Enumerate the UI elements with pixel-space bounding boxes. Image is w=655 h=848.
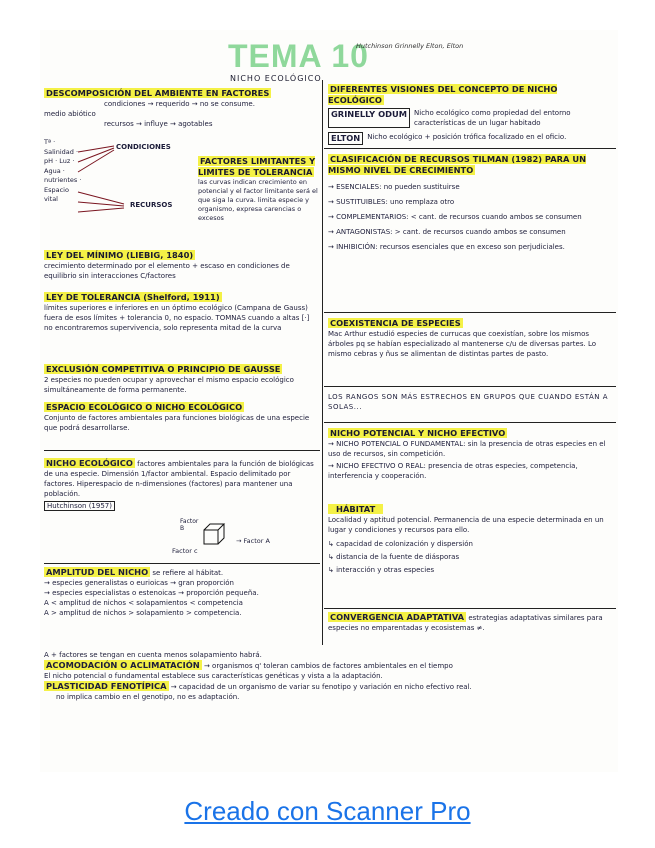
section-title: LEY DEL MÍNIMO (LIEBIG, 1840) — [46, 250, 194, 260]
section-text: Conjunto de factores ambientales para funciones biológicas de una especie que podrá desarrollarse. — [44, 414, 310, 432]
section-limiting-factors — [198, 156, 318, 223]
separator — [44, 563, 320, 564]
section-text: → capacidad de un organismo de variar su fenotipo y variación en nicho efectivo real. — [170, 683, 472, 691]
section-gause — [44, 364, 320, 395]
section-niche-amplitude — [44, 567, 320, 618]
section-decomposition — [44, 88, 320, 129]
section-text: Mac Arthur estudió especies de currucas que coexistían, sobre los mismos árboles pq se habían especializado al mantenerse c/u de diversas partes. Lo mismo cebras y ñus se alimentan de distintas partes de pasto. — [328, 330, 597, 358]
factor-diagram — [44, 138, 194, 209]
section-bottom — [44, 650, 604, 702]
section-tilman — [328, 154, 616, 252]
section-text: límites superiores e inferiores en un óptimo ecológico (Campana de Gauss) fuera de esos límites + tolerancia 0, no espacio. TOMNAS cuando a altas [·] no encontraremos supervivencia, solo representa mitad de la curva — [44, 304, 310, 332]
conditions-list: Tª · Salinidad · pH · Luz · Agua · nutrientes · Espacio vital — [44, 138, 82, 203]
separator — [324, 312, 616, 313]
section-subtitle: se refiere al hábitat. — [152, 569, 224, 577]
section-shelford — [44, 292, 320, 333]
separator — [324, 148, 616, 149]
authors-note: Hutchinson Grinnelly Elton, Elton — [356, 42, 464, 50]
conditions-label: CONDICIONES — [116, 143, 171, 151]
amplitude-line: A + factores se tengan en cuenta menos solapamiento habrá. — [44, 651, 262, 659]
section-text: El nicho potencial o fundamental establece sus características genéticas y vista a la adaptación. — [44, 672, 383, 680]
section-niche — [44, 458, 320, 511]
section-title: NICHO POTENCIAL Y NICHO EFECTIVO — [330, 428, 506, 438]
section-habitat — [328, 504, 616, 575]
habitat-factor: ↳ capacidad de colonización y dispersión — [328, 540, 473, 548]
section-title: COEXISTENCIA DE ESPECIES — [330, 318, 461, 328]
amplitude-line: A > amplitud de nichos > solapamiento > competencia. — [44, 609, 242, 617]
resource-type: → INHIBICIÓN: recursos esenciales que en exceso son perjudiciales. — [328, 243, 565, 251]
section-title: CONVERGENCIA ADAPTATIVA — [330, 612, 465, 622]
section-text: factores ambientales para la función de biológicas de una especie. Dimensión 1/factor ambiental. Espacio delimitado por factores. Hiperespacio de n-dimensiones (factores) para mantener una población. — [44, 460, 314, 498]
section-text: crecimiento determinado por el elemento + escaso en condiciones de equilibrio sin interacciones C/factores — [44, 262, 290, 280]
niche-type: → NICHO EFECTIVO O REAL: presencia de otras especies, competencia, interferencia y cooperación. — [328, 462, 578, 480]
amplitude-line: → especies especialistas o estenoicas → proporción pequeña. — [44, 589, 259, 597]
section-title: DIFERENTES VISIONES DEL CONCEPTO DE NICHO ECOLÓGICO — [328, 84, 558, 105]
abiotic-label: medio abiótico — [44, 110, 96, 118]
section-ecological-space — [44, 402, 320, 433]
section-visions — [328, 84, 616, 145]
section-title: FACTORES LIMITANTES Y LIMITES DE TOLERANCIA — [198, 156, 316, 177]
factor-a-label: → Factor A — [236, 537, 270, 545]
separator — [44, 450, 320, 451]
section-title: DESCOMPOSICIÓN DEL AMBIENTE EN FACTORES — [46, 88, 270, 98]
resources-line: recursos → influye → agotables — [104, 120, 213, 128]
section-text: estrategias adaptativas similares para especies no emparentadas y ecosistemas ≠. — [328, 614, 603, 632]
section-ranges — [328, 392, 616, 412]
section-title: ACOMODACIÓN O ACLIMATACIÓN — [46, 660, 200, 670]
section-title: CLASIFICACIÓN DE RECURSOS TILMAN (1982) PARA UN MISMO NIVEL DE CRECIMIENTO — [328, 154, 587, 175]
grinnell-label: GRINELLY ODUM — [328, 108, 410, 128]
section-convergence — [328, 612, 616, 633]
section-title: AMPLITUD DEL NICHO — [46, 567, 149, 577]
section-title: NICHO ECOLÓGICO — [46, 458, 133, 468]
resource-type: → ESENCIALES: no pueden sustituirse — [328, 183, 460, 191]
scanner-pro-link[interactable]: Creado con Scanner Pro — [184, 796, 471, 826]
resource-type: → ANTAGONISTAS: > cant. de recursos cuando ambos se consumen — [328, 228, 566, 236]
section-title: ESPACIO ECOLÓGICO O NICHO ECOLÓGICO — [46, 402, 243, 412]
amplitude-line: → especies generalistas o eurioicas → gran proporción — [44, 579, 234, 587]
scanned-page — [40, 30, 618, 772]
habitat-factor: ↳ interacción y otras especies — [328, 566, 435, 574]
factor-c-label: Factor c — [172, 547, 198, 555]
amplitude-line: A < amplitud de nichos < solapamientos < competencia — [44, 599, 243, 607]
habitat-factor: ↳ distancia de la fuente de diásporas — [328, 553, 460, 561]
hutchinson-label: Hutchinson (1957) — [44, 501, 115, 511]
column-divider — [322, 80, 323, 645]
elton-text: Nicho ecológico + posición trófica focalizado en el oficio. — [367, 133, 567, 141]
niche-cube-diagram — [150, 518, 310, 558]
conditions-line: condiciones → requerido → no se consume. — [104, 100, 255, 108]
section-potential-niche — [328, 428, 616, 481]
section-text: las curvas indican crecimiento en potencial y el factor limitante será el que siga la curva. limita especie y organismo, expresa carencias o excesos — [198, 178, 318, 222]
page-subtitle: NICHO ECOLÓGICO — [230, 74, 322, 83]
resources-label: RECURSOS — [130, 201, 173, 209]
elton-label: ELTON — [328, 132, 363, 145]
section-liebig — [44, 250, 320, 281]
niche-type: → NICHO POTENCIAL O FUNDAMENTAL: sin la presencia de otras especies en el uso de recursos, sin competición. — [328, 440, 606, 458]
separator — [324, 608, 616, 609]
section-title: EXCLUSIÓN COMPETITIVA O PRINCIPIO DE GAUSSE — [46, 364, 281, 374]
cube-icon — [200, 520, 230, 550]
separator — [324, 386, 616, 387]
section-title: LEY DE TOLERANCIA (Shelford, 1911) — [46, 292, 220, 302]
section-text: no implica cambio en el genotipo, no es adaptación. — [56, 693, 240, 701]
section-title: PLASTICIDAD FENOTÍPICA — [46, 681, 167, 691]
resource-type: → COMPLEMENTARIOS: < cant. de recursos cuando ambos se consumen — [328, 213, 582, 221]
section-coexistence — [328, 318, 616, 359]
section-text: → organismos q' toleran cambios de factores ambientales en el tiempo — [203, 662, 453, 670]
resource-type: → SUSTITUIBLES: uno remplaza otro — [328, 198, 455, 206]
section-title: HÁBITAT — [328, 504, 383, 514]
page-title: TEMA 10 — [228, 38, 369, 74]
separator — [324, 422, 616, 423]
ranges-text: LOS RANGOS SON MÁS ESTRECHOS EN GRUPOS QUE CUANDO ESTÁN A SOLAS... — [328, 393, 608, 411]
section-text: 2 especies no pueden ocupar y aprovechar el mismo espacio ecológico simultáneamente de forma permanente. — [44, 376, 294, 394]
factor-b-label: Factor B — [180, 518, 199, 532]
grinnell-text: Nicho ecológico como propiedad del entorno características de un lugar habitado — [414, 109, 571, 127]
section-text: Localidad y aptitud potencial. Permanencia de una especie determinada en un lugar y condiciones y recursos para ello. — [328, 516, 604, 534]
arrow-lines — [74, 138, 134, 218]
